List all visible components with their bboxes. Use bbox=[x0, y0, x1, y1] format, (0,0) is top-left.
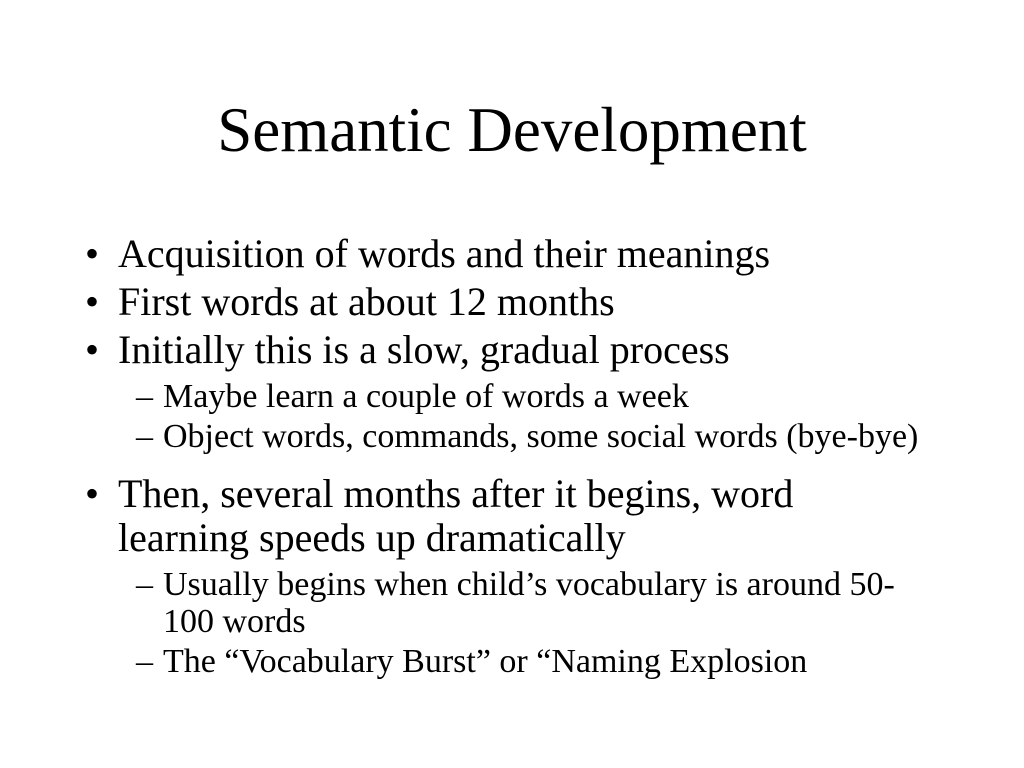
sub-bullet-text: Usually begins when child’s vocabulary is around 50- bbox=[163, 566, 895, 604]
bullet-text: Then, several months after it begins, word bbox=[118, 471, 794, 517]
dash-icon: – bbox=[136, 566, 153, 604]
dash-icon: – bbox=[136, 418, 153, 456]
slide-body bbox=[0, 228, 1024, 683]
bullet-item bbox=[0, 280, 1024, 324]
sub-bullet-text: Object words, commands, some social words (bye-bye) bbox=[163, 418, 919, 456]
bullet-text: First words at about 12 months bbox=[118, 279, 615, 324]
bullet-item bbox=[0, 472, 1024, 560]
bullet-item bbox=[0, 232, 1024, 276]
bullet-icon: • bbox=[85, 327, 100, 372]
bullet-text: Acquisition of words and their meanings bbox=[118, 231, 771, 276]
dash-icon: – bbox=[136, 643, 153, 681]
bullet-item bbox=[0, 328, 1024, 372]
sub-bullet-text: 100 words bbox=[163, 603, 306, 641]
bullet-icon: • bbox=[85, 279, 100, 324]
bullet-text: learning speeds up dramatically bbox=[118, 515, 626, 561]
bullet-text: Initially this is a slow, gradual process bbox=[118, 327, 730, 372]
sub-bullet-text: The “Vocabulary Burst” or “Naming Explosion bbox=[163, 643, 808, 681]
bullet-icon: • bbox=[85, 471, 100, 517]
sub-bullet-text: Maybe learn a couple of words a week bbox=[163, 378, 689, 415]
sub-bullet-item bbox=[0, 566, 1024, 640]
dash-icon: – bbox=[136, 378, 153, 415]
sub-bullet-item bbox=[0, 418, 1024, 455]
bullet-icon: • bbox=[85, 231, 100, 276]
sub-bullet-item bbox=[0, 378, 1024, 415]
sub-bullet-item bbox=[0, 643, 1024, 680]
slide-title: Semantic Development bbox=[217, 95, 807, 165]
